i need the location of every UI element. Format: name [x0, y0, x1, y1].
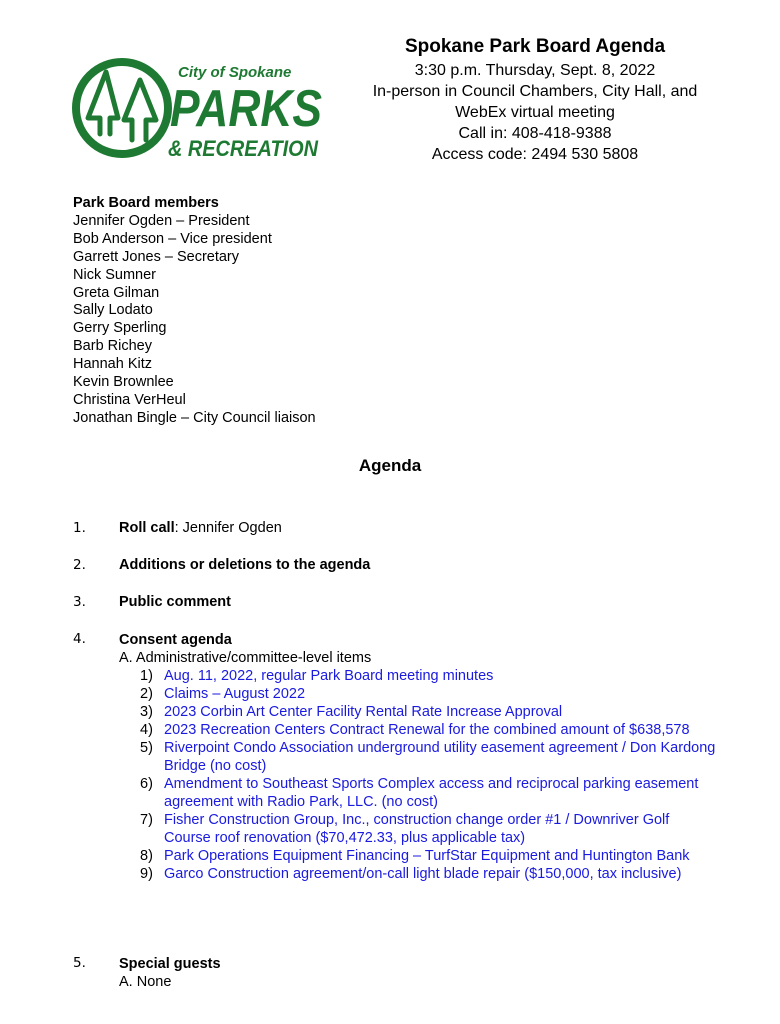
consent-list-item — [119, 721, 719, 739]
equipment-financing-link[interactable]: Park Operations Equipment Financing – TurfStar Equipment and Huntington Bank — [164, 848, 690, 864]
access-code: Access code: 2494 530 5808 — [431, 146, 639, 163]
consent-item-number: 7) — [140, 812, 153, 828]
agenda-item-label: Consent agenda — [119, 632, 232, 648]
meeting-time: 3:30 p.m. Thursday, Sept. 8, 2022 — [414, 62, 656, 79]
agenda-item-number: 5. — [73, 955, 86, 971]
member-item: Kevin Brownlee — [73, 374, 174, 391]
logo-top-text: City of Spokane — [178, 64, 292, 81]
consent-item-number: 6) — [140, 776, 153, 792]
member-item: Nick Sumner — [73, 266, 156, 283]
member-item: Hannah Kitz — [73, 356, 152, 373]
member-item: Barb Richey — [73, 338, 152, 355]
special-guests-subsection: A. None — [119, 974, 172, 990]
consent-item-number: 4) — [140, 722, 153, 738]
agenda-item-label: Additions or deletions to the agenda — [119, 557, 371, 573]
agenda-item-label: Public comment — [119, 594, 231, 610]
logo-bottom-text: & RECREATION — [168, 136, 319, 161]
consent-subsection: A. Administrative/committee-level items — [119, 650, 372, 666]
member-item: Greta Gilman — [73, 284, 160, 301]
meeting-header — [340, 34, 730, 165]
consent-list-item — [119, 811, 719, 847]
parks-logo-graphic — [70, 58, 326, 168]
call-in-number: Call in: 408-418-9388 — [458, 125, 612, 142]
agenda-item-number: 3. — [73, 594, 86, 610]
consent-list-item — [119, 739, 719, 775]
garco-agreement-link[interactable]: Garco Construction agreement/on-call light blade repair ($150,000, tax inclusive) — [164, 866, 682, 882]
consent-list-item — [119, 865, 719, 883]
city-of-spokane-parks-logo — [70, 58, 326, 168]
member-item: Garrett Jones – Secretary — [73, 248, 240, 265]
members-list — [73, 213, 473, 428]
riverpoint-easement-link[interactable]: Riverpoint Condo Association underground utility easement agreement / Don Kardong Bridge (no cost) — [164, 740, 716, 774]
minutes-link[interactable]: Aug. 11, 2022, regular Park Board meeting minutes — [164, 668, 494, 684]
consent-list-item — [119, 703, 719, 721]
consent-item-number: 1) — [140, 668, 153, 684]
consent-item-number: 3) — [140, 704, 153, 720]
agenda-heading: Agenda — [358, 456, 422, 475]
agenda-item-label: Roll call — [119, 520, 175, 536]
consent-list-item — [119, 667, 719, 685]
member-item: Sally Lodato — [73, 302, 153, 319]
members-heading: Park Board members — [73, 195, 219, 211]
agenda-item-number: 2. — [73, 557, 86, 573]
consent-item-number: 8) — [140, 848, 153, 864]
consent-item-number: 9) — [140, 866, 153, 882]
agenda-item-label: Special guests — [119, 956, 221, 972]
member-item: Jonathan Bingle – City Council liaison — [73, 409, 316, 426]
member-item: Bob Anderson – Vice president — [73, 230, 272, 247]
park-board-members — [73, 195, 473, 428]
logo-main-text: PARKS — [170, 80, 323, 138]
recreation-contract-link[interactable]: 2023 Recreation Centers Contract Renewal for the combined amount of $638,578 — [164, 722, 690, 738]
claims-link[interactable]: Claims – August 2022 — [164, 686, 306, 702]
sports-complex-easement-link[interactable]: Amendment to Southeast Sports Complex access and reciprocal parking easement agreement with Radio Park, LLC. (no cost) — [164, 776, 699, 810]
meeting-location: In-person in Council Chambers, City Hall, and — [372, 83, 698, 100]
page-title: Spokane Park Board Agenda — [404, 36, 666, 57]
member-item: Gerry Sperling — [73, 320, 167, 337]
member-item: Jennifer Ogden – President — [73, 212, 250, 229]
consent-item-number: 2) — [140, 686, 153, 702]
consent-list-item — [119, 847, 719, 865]
agenda-item-number: 4. — [73, 631, 86, 647]
agenda-item-detail: : Jennifer Ogden — [174, 520, 282, 536]
agenda-item-number: 1. — [73, 520, 86, 536]
consent-list-item — [119, 685, 719, 703]
fisher-change-order-link[interactable]: Fisher Construction Group, Inc., construction change order #1 / Downriver Golf Course roof renovation ($70,472.33, plus applicable tax) — [164, 812, 670, 846]
corbin-rate-link[interactable]: 2023 Corbin Art Center Facility Rental Rate Increase Approval — [164, 704, 563, 720]
consent-item-number: 5) — [140, 740, 153, 756]
meeting-virtual: WebEx virtual meeting — [455, 104, 615, 121]
consent-list — [119, 667, 719, 883]
consent-list-item — [119, 775, 719, 811]
member-item: Christina VerHeul — [73, 391, 186, 408]
